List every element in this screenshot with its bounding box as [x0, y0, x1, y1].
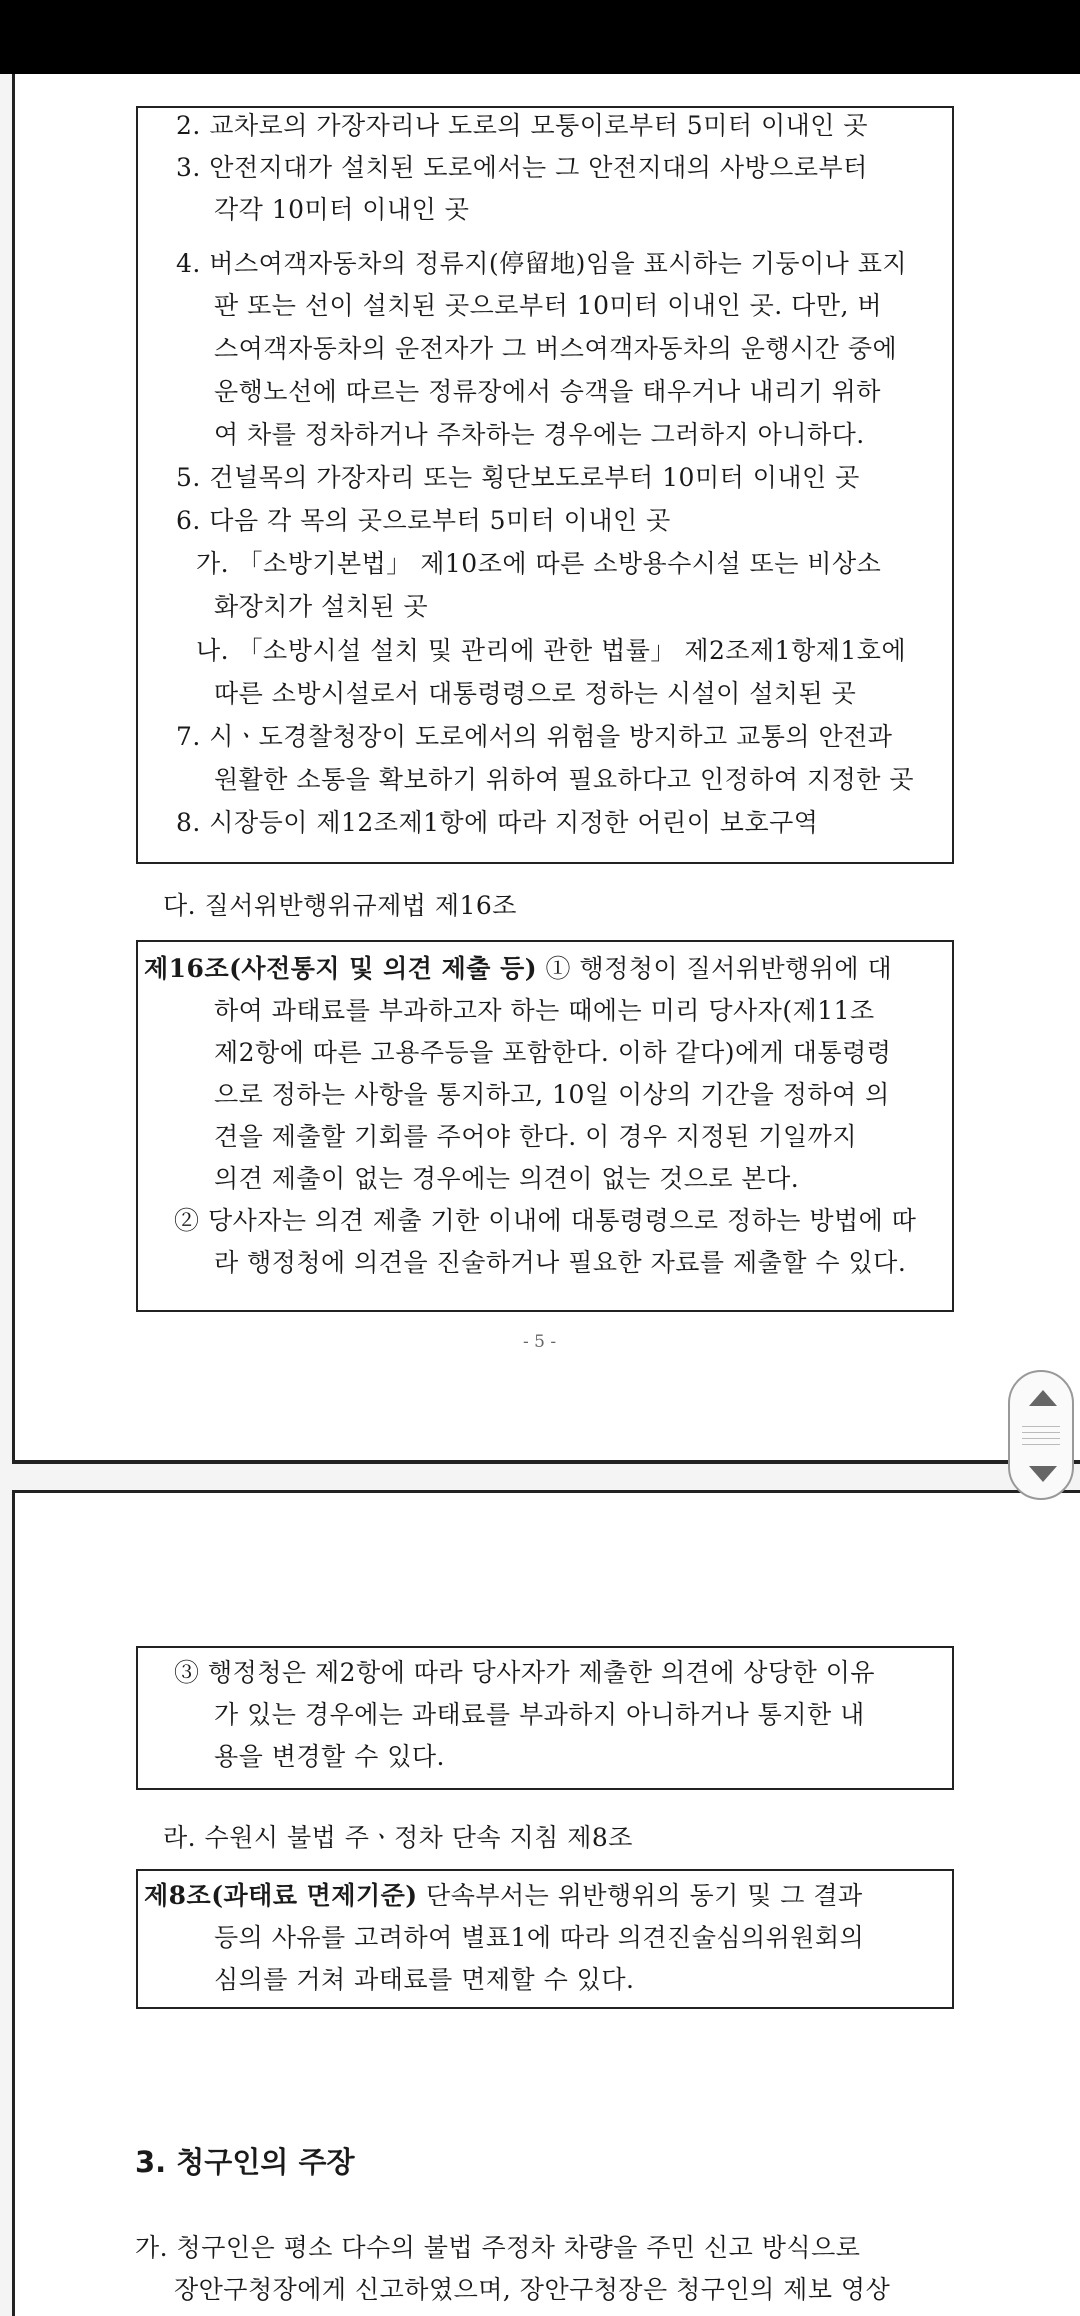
box-line: 각각 10미터 이내인 곳 [214, 195, 470, 224]
section-title-da: 다. 질서위반행위규제법 제16조 [163, 891, 517, 920]
box-line: 용을 변경할 수 있다. [214, 1742, 445, 1771]
box-line: 4. 버스여객자동차의 정류지(停留地)임을 표시하는 기둥이나 표지 [176, 249, 908, 278]
grip-line [1022, 1438, 1060, 1439]
box-line: 2. 교차로의 가장자리나 도로의 모퉁이로부터 5미터 이내인 곳 [176, 111, 868, 140]
article-8-title: 제8조(과태료 면제기준) [144, 1881, 418, 1910]
box-line: 따른 소방시설로서 대통령령으로 정하는 시설이 설치된 곳 [214, 679, 857, 708]
claim-line: 가. 청구인은 평소 다수의 불법 주정차 차량을 주민 신고 방식으로 [135, 2233, 861, 2262]
box-line: 나. 「소방시설 설치 및 관리에 관한 법률」 제2조제1항제1호에 [196, 636, 907, 665]
box-line: 으로 정하는 사항을 통지하고, 10일 이상의 기간을 정하여 의 [214, 1080, 890, 1109]
box-line: 등의 사유를 고려하여 별표1에 따라 의견진술심의위원회의 [214, 1923, 865, 1952]
box-line: 3. 안전지대가 설치된 도로에서는 그 안전지대의 사방으로부터 [176, 153, 868, 182]
law-excerpt-box-article-16 [136, 940, 954, 1312]
claim-line: 장안구청장에게 신고하였으며, 장안구청장은 청구인의 제보 영상 [174, 2275, 891, 2304]
box-line: 6. 다음 각 목의 곳으로부터 5미터 이내인 곳 [176, 506, 671, 535]
law-excerpt-box-article-8 [136, 1869, 954, 2009]
top-status-bar [0, 0, 1080, 74]
box-line: 원활한 소통을 확보하기 위하여 필요하다고 인정하여 지정한 곳 [214, 765, 915, 794]
law-excerpt-box-road-traffic [136, 106, 954, 864]
box-line: 화장치가 설치된 곳 [214, 592, 429, 621]
article-8-text: 단속부서는 위반행위의 동기 및 그 결과 [417, 1881, 863, 1910]
box-line: 의견 제출이 없는 경우에는 의견이 없는 것으로 본다. [214, 1164, 800, 1193]
box-line: 가 있는 경우에는 과태료를 부과하지 아니하거나 통지한 내 [214, 1700, 865, 1729]
article-8-first-line [144, 1881, 863, 1911]
page-number: - 5 - [523, 1332, 557, 1352]
document-page-5 [12, 74, 1080, 1464]
box-line: 심의를 거쳐 과태료를 면제할 수 있다. [214, 1965, 635, 1994]
box-line: 여 차를 정차하거나 주차하는 경우에는 그러하지 아니하다. [214, 420, 865, 449]
article-16-first-line [144, 954, 892, 984]
page-scroll-control[interactable] [1008, 1370, 1074, 1500]
box-line: 5. 건널목의 가장자리 또는 횡단보도로부터 10미터 이내인 곳 [176, 463, 860, 492]
article-16-text: ① 행정청이 질서위반행위에 대 [537, 954, 893, 983]
box-line: 운행노선에 따르는 정류장에서 승객을 태우거나 내리기 위하 [214, 377, 881, 406]
section-title-ra: 라. 수원시 불법 주ㆍ정차 단속 지침 제8조 [163, 1823, 633, 1852]
article-16-title: 제16조(사전통지 및 의견 제출 등) [144, 954, 538, 983]
section-heading-3: 3. 청구인의 주장 [135, 2145, 355, 2179]
grip-line [1022, 1444, 1060, 1445]
box-line: 라 행정청에 의견을 진술하거나 필요한 자료를 제출할 수 있다. [214, 1248, 907, 1277]
box-line: 7. 시ㆍ도경찰청장이 도로에서의 위험을 방지하고 교통의 안전과 [176, 722, 893, 751]
triangle-up-icon[interactable] [1029, 1390, 1057, 1406]
box-line: 하여 과태료를 부과하고자 하는 때에는 미리 당사자(제11조 [214, 996, 875, 1025]
document-page-6 [12, 1490, 1080, 2316]
box-line: ② 당사자는 의견 제출 기한 이내에 대통령령으로 정하는 방법에 따 [174, 1206, 917, 1235]
box-line: 가. 「소방기본법」 제10조에 따른 소방용수시설 또는 비상소 [196, 549, 882, 578]
grip-line [1022, 1426, 1060, 1427]
triangle-down-icon[interactable] [1029, 1466, 1057, 1482]
box-line: 제2항에 따른 고용주등을 포함한다. 이하 같다)에게 대통령령 [214, 1038, 892, 1067]
box-line: 판 또는 선이 설치된 곳으로부터 10미터 이내인 곳. 다만, 버 [214, 291, 883, 320]
box-line: ③ 행정청은 제2항에 따라 당사자가 제출한 의견에 상당한 이유 [174, 1658, 876, 1687]
box-line: 견을 제출할 기회를 주어야 한다. 이 경우 지정된 기일까지 [214, 1122, 857, 1151]
box-line: 스여객자동차의 운전자가 그 버스여객자동차의 운행시간 중에 [214, 334, 898, 363]
box-line: 8. 시장등이 제12조제1항에 따라 지정한 어린이 보호구역 [176, 808, 819, 837]
grip-line [1022, 1432, 1060, 1433]
law-excerpt-box-paragraph-3 [136, 1646, 954, 1790]
